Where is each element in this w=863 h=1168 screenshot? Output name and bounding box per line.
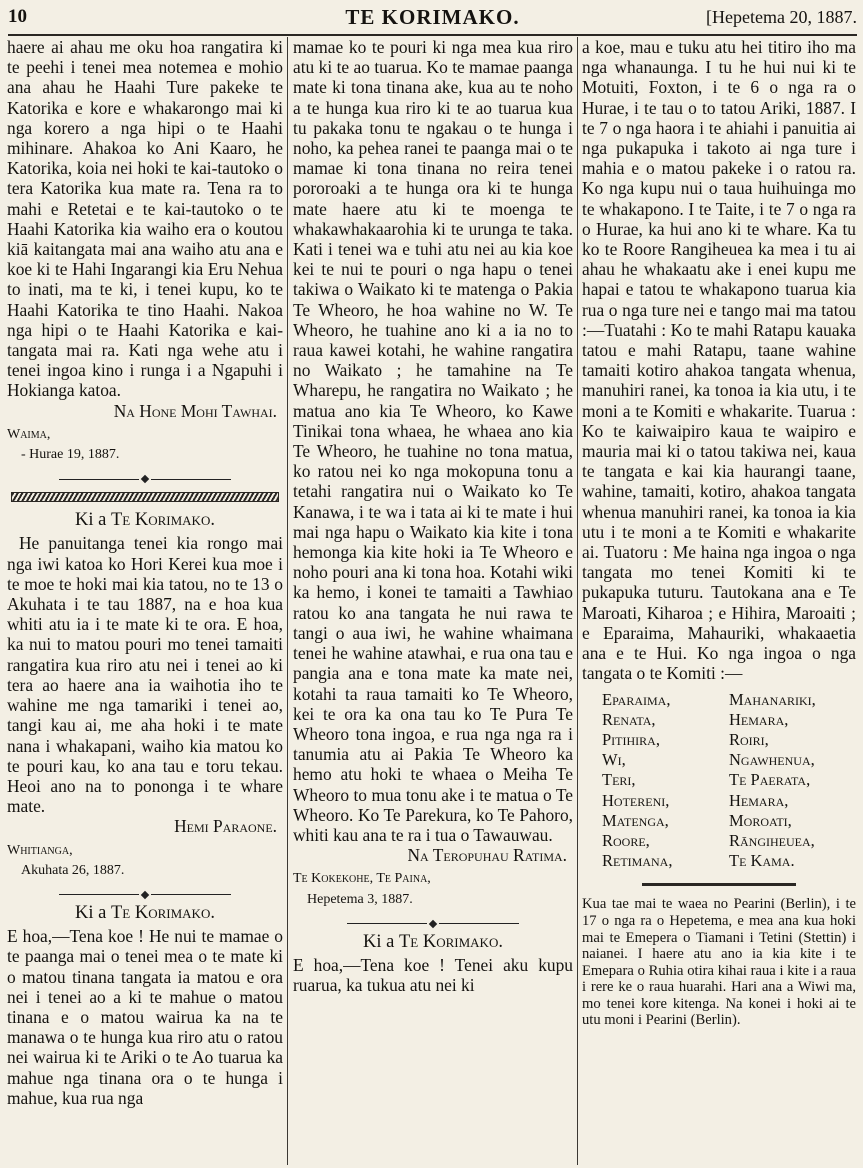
committee-name: Pitihira,: [602, 729, 660, 749]
committee-name: Wi,: [602, 750, 626, 770]
dateline-place: Waima,: [7, 426, 51, 442]
section-divider: [293, 912, 573, 928]
committee-name: Renata,: [602, 709, 656, 729]
column-2: [293, 37, 573, 1165]
newspaper-title: TE KORIMAKO.: [345, 5, 520, 29]
committee-name: Teri,: [602, 770, 636, 790]
dateline-place: Whitianga,: [7, 842, 73, 858]
committee-name: Mahanariki,: [729, 689, 816, 709]
section-divider: [7, 883, 283, 899]
column-1: [7, 37, 283, 1165]
article-heading: Ki a Te Korimako.: [363, 931, 503, 952]
column-rule: [577, 37, 578, 1165]
article-text: E hoa,—Tena koe ! He nui te mamae o te paanga mai o tenei mea o te mate ki o matou tinana tangata ia matou e ora nei i tenei ao a ki te mahue o matou tinana e o matou wairua ka na te manawa o te hunga kua riro atu o ratou nei wairua ki te Ariki o te Ao tuarua ka mahue nga tinana ora o te hunga i mahue, kua rua nga: [7, 926, 283, 1108]
ornamental-rule: [11, 492, 279, 502]
dateline-date: - Hurae 19, 1887.: [21, 447, 120, 463]
article-text: a koe, mau e tuku atu hei titiro iho ma nga whanaunga. I tu he hui nui ki te Motuiti, Foxton, i te 6 o nga ra o Hurae, i te tau o to tatou Ariki, 1887. I te 7 o nga haora i te ahiahi i panuitia ai nga pukapuka i takoto ai nga ture i mahia e o matou pakeke i o ratou ra. Ko nga kupu nui o taua huihuinga mo te whakapono. I te Taite, i te 7 o nga ra o Hurae, ka hui ano ki te whare. Ka tu ko te Roore Rangiheuea ka mea i tu ai ahau he whakaatu ake i enei kupu me hapai e tatou te whakapono tuarua kia rua o nga ture nei e tango mai ma tatou :—Tuatahi : Ko te mahi Ratapu kauaka tatou e mahi Ratapu, taane wahine tamaiti kotiro ahakoa tangata whenua, manuhiri ranei, ka tonoa ia kia utu, i te moni a te Komiti e whakarite. Tuarua : Ko te kaiwaipiro kaua te waipiro e mauria mai ki o tatou takiwa nei, kaua te tangata e kai kia haurangi taane, wahine, tamaiti, kotiro, ahakoa tangata whenua manuhiri ranei, ka tonoa ia kia utu i te moni a te Komiti e whakarite ai. Tuatoru : Me haina nga ingoa o nga tangata mo tenei Komiti ki te pukapuka tuturu. Tautokana ana e Te Maroati, Kiharoa ; e Hihira, Maroaiti ; e Eparaima, Mahauriki, whakaaetia ana e te Hui. Ko nga ingoa o nga tangata o te Komiti :—: [582, 37, 856, 684]
article-heading: Ki a Te Korimako.: [75, 902, 215, 923]
committee-name: Roore,: [602, 830, 650, 850]
dateline-date: Akuhata 26, 1887.: [21, 862, 125, 878]
dateline-place: Te Kokekohe, Te Paina,: [293, 871, 431, 887]
committee-name: Hotereni,: [602, 790, 670, 810]
page-number: 10: [8, 6, 27, 27]
article-heading: Ki a Te Korimako.: [75, 510, 215, 531]
committee-name: Te Kama.: [729, 851, 795, 871]
signature: Na Teropuhau Ratima.: [407, 845, 567, 866]
committee-name: Te Paerata,: [729, 770, 811, 790]
committee-name: Eparaima,: [602, 689, 671, 709]
issue-date: [Hepetema 20, 1887.: [706, 7, 857, 27]
committee-names: [582, 690, 856, 872]
column-rule: [287, 37, 288, 1165]
section-divider: [7, 467, 283, 483]
section-rule: [642, 883, 796, 886]
committee-name: Ngawhenua,: [729, 750, 815, 770]
article-text: mamae ko te pouri ki nga mea kua riro atu ki te ao tuarua. Ko te mamae paanga mate ki tona tinana ake, kua au te noho a te hunga kua riro ki te ao tuarua kua tu pakaka tonu te ngakau o te hunga i noho, ka pehea ranei te paanga mai o te mamae ki tona tinana no reira tenei pororoaki a te hunga ora ki te hunga mate haere atu ki te moenga te whakawhakaarohia ki te urunga te taka. Kati i tenei wa e tuhi atu nei au kia koe kei te nui te pouri o nga hapu o tenei takiwa o Waikato ki te matenga o Pakia Te Wheoro, he hoa wahine no W. Te Wheoro, he tuahine ano ki a ia no to raua kawei kotahi, he wahine rangatira no Waikato ; he tamahine na Te Wharepu, he rangatira no Waikato ; he matua ano kia Te Wheoro, ko Kawe Tinikai tona whaea, he whaea ano kia Te Wheoro, he tuahine no tona matua, ko ratou nei ko nga mokopuna tonu a tetahi rangatira nui o Waikato ko Te Kanawa, i te wa i tata ai ki te mate i hui mai nga hapu o Waikato kia kite i tona hemonga kia kite hoki ia Te Wheoro e noho pouri ana ki tona hoa. Kotahi wiki ka hemo, i konei te tamaiti a Tawhiao ratou ko ana tangata he nui rawa te tangi o aua iwi, he wahine whaimana tenei he wahine atawhai, e rua ona tau e pangia ana e tona mate ka mate nei, kotahi ta raua tamaiti ko Te Wheoro, kei te ora ka ona tau ko Te Pura Te Wheoro tona ingoa, e rua nga nga ra i tanumia atu ai Pakia Te Wheoro ka hemo atu hoki te whaea o Meiha Te Wheoro to mua tonu ake i te matua o Te Wheoro. Ko Te Parekura, ko Te Pahoro, whiti kau ana te ra i tua o Tawauwau.: [293, 37, 573, 845]
page-header: [8, 4, 857, 36]
committee-name: Rāngiheuea,: [729, 830, 815, 850]
committee-name: Moroati,: [729, 810, 792, 830]
signature: Na Hone Mohi Tawhai.: [113, 400, 277, 421]
committee-name: Hemara,: [729, 709, 789, 729]
telegram-text: Kua tae mai te waea no Pearini (Berlin), i te 17 o nga ra o Hepetema, e mea ana kua hoki mai te Emepera o Tiamani i Tetini (Stettin) i naianei. I haere atu ano ia kia kite i te Emepara o Ruhia otira kihai raua i kite i a raua i rere ke o raua huarahi. Hari ana a Wiwi ma, mo tenei kore kitenga. Na konei i hoki ai te utu moni i Pearini (Berlin).: [582, 896, 856, 1029]
committee-name: Hemara,: [729, 790, 789, 810]
article-text: He panuitanga tenei kia rongo mai nga iwi katoa ko Hori Kerei kua moe i te moe te hoki mai kia tatou, no te 13 o Akuhata i te tau 1887, na e hoa kua whiti atu ia i te mate ki te ora. E hoa, ka nui to matou pouri mo tenei tamaiti rangatira kua riro atu nei i tenei ao ki tera ao haere ana ia waihotia iho te wahine me nga tamariki i tenei ao, tangi kau ai, me aha hoki i te mate nana i whakapani, waiho kia matou ko te pouri kau, ko ana tau e toru tekau. Heoi ano na to pononga i te whare mate.: [7, 533, 283, 817]
article-text: haere ai ahau me oku hoa rangatira ki te peehi i tenei mea notemea e mohio ana ahau he Haahi Ture pakeke te Katorika e kore e whakarongo mai ki nga korero a nga hipi o te Haahi mihinare. Ahakoa ko Ani Kaaro, he Katorika, koia nei hoki te kai-tautoko o tera Katorika kua mate ra. Tena ra to mahi e Retetai e te kai-tautoko o te Haahi Katorika kia waiho era o koutou kiā kaitangata mai ana waiho atu ana e koe ki te Hahi Ingarangi kia Eru Nehua to inati, ma te ki, i tenei kupu, ko te Haahi Katorika te tino Haahi. Nakoa nga hipi o te Haahi Katorika e kai-tangata mai ra. Kati nga wehe atu i tenei ingoa kino i runga i a Ngapuhi i Hokianga katoa.: [7, 37, 283, 401]
article-text: E hoa,—Tena koe ! Tenei aku kupu ruarua, ka tukua atu nei ki: [293, 954, 573, 996]
committee-name: Roiri,: [729, 729, 769, 749]
dateline-date: Hepetema 3, 1887.: [307, 891, 413, 907]
signature: Hemi Paraone.: [174, 816, 277, 837]
committee-name: Matenga,: [602, 810, 669, 830]
column-3: [582, 37, 856, 1165]
committee-name: Retimana,: [602, 851, 673, 871]
